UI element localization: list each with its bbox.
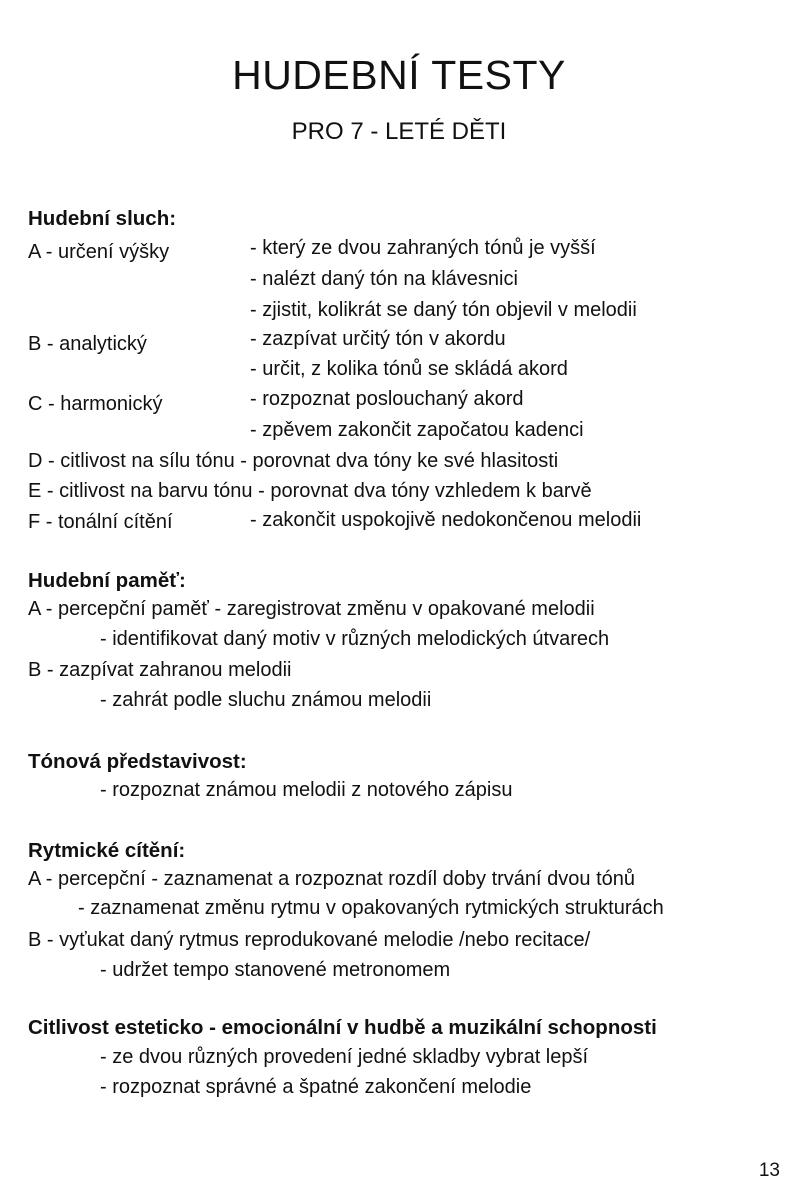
rytmus-line-4: - udržet tempo stanovené metronomem <box>100 959 451 981</box>
pamet-line-3: B - zazpívat zahranou melodii <box>28 659 292 681</box>
sluch-desc-a1: - který ze dvou zahraných tónů je vyšší <box>250 237 596 259</box>
esteticke-line-1: - ze dvou různých provedení jedné skladby vybrat lepší <box>100 1046 589 1068</box>
section-heading-sluch: Hudební sluch: <box>28 207 177 230</box>
rytmus-line-3: B - vyťukat daný rytmus reprodukované melodie /nebo recitace/ <box>28 929 591 951</box>
sluch-desc-b1: - zazpívat určitý tón v akordu <box>250 328 506 350</box>
page-subtitle: PRO 7 - LETÉ DĚTI <box>291 118 507 145</box>
sluch-desc-a2: - nalézt daný tón na klávesnici <box>250 268 518 290</box>
sluch-desc-b2: - určit, z kolika tónů se skládá akord <box>250 358 568 380</box>
sluch-desc-a3: - zjistit, kolikrát se daný tón objevil v melodii <box>250 299 637 321</box>
section-heading-esteticke: Citlivost esteticko - emocionální v hudbě a muzikální schopnosti <box>28 1016 657 1039</box>
sluch-desc-c1: - rozpoznat poslouchaný akord <box>250 388 524 410</box>
sluch-label-a: A - určení výšky <box>28 241 170 263</box>
sluch-desc-c2: - zpěvem zakončit započatou kadenci <box>250 419 584 441</box>
sluch-label-c: C - harmonický <box>28 393 163 415</box>
section-heading-rytmus: Rytmické cítění: <box>28 839 186 862</box>
pamet-line-2: - identifikovat daný motiv v různých melodických útvarech <box>100 628 610 650</box>
sluch-line-e: E - citlivost na barvu tónu - porovnat dva tóny vzhledem k barvě <box>28 480 592 502</box>
section-heading-pamet: Hudební paměť: <box>28 569 186 592</box>
predstavivost-line-1: - rozpoznat známou melodii z notového zápisu <box>100 779 513 801</box>
page-number: 13 <box>758 1160 780 1181</box>
sluch-label-f: F - tonální cítění <box>28 511 173 533</box>
pamet-line-1: A - percepční paměť - zaregistrovat změnu v opakované melodii <box>28 598 595 620</box>
sluch-label-b: B - analytický <box>28 333 147 355</box>
sluch-desc-f: - zakončit uspokojivě nedokončenou melodii <box>250 509 642 531</box>
rytmus-line-2: - zaznamenat změnu rytmu v opakovaných rytmických strukturách <box>78 897 664 919</box>
section-heading-predstavivost: Tónová představivost: <box>28 750 247 773</box>
sluch-line-d: D - citlivost na sílu tónu - porovnat dva tóny ke své hlasitosti <box>28 450 559 472</box>
esteticke-line-2: - rozpoznat správné a špatné zakončení melodie <box>100 1076 532 1098</box>
pamet-line-4: - zahrát podle sluchu známou melodii <box>100 689 432 711</box>
rytmus-line-1: A - percepční - zaznamenat a rozpoznat rozdíl doby trvání dvou tónů <box>28 868 636 890</box>
page-title: HUDEBNÍ TESTY <box>232 52 566 98</box>
